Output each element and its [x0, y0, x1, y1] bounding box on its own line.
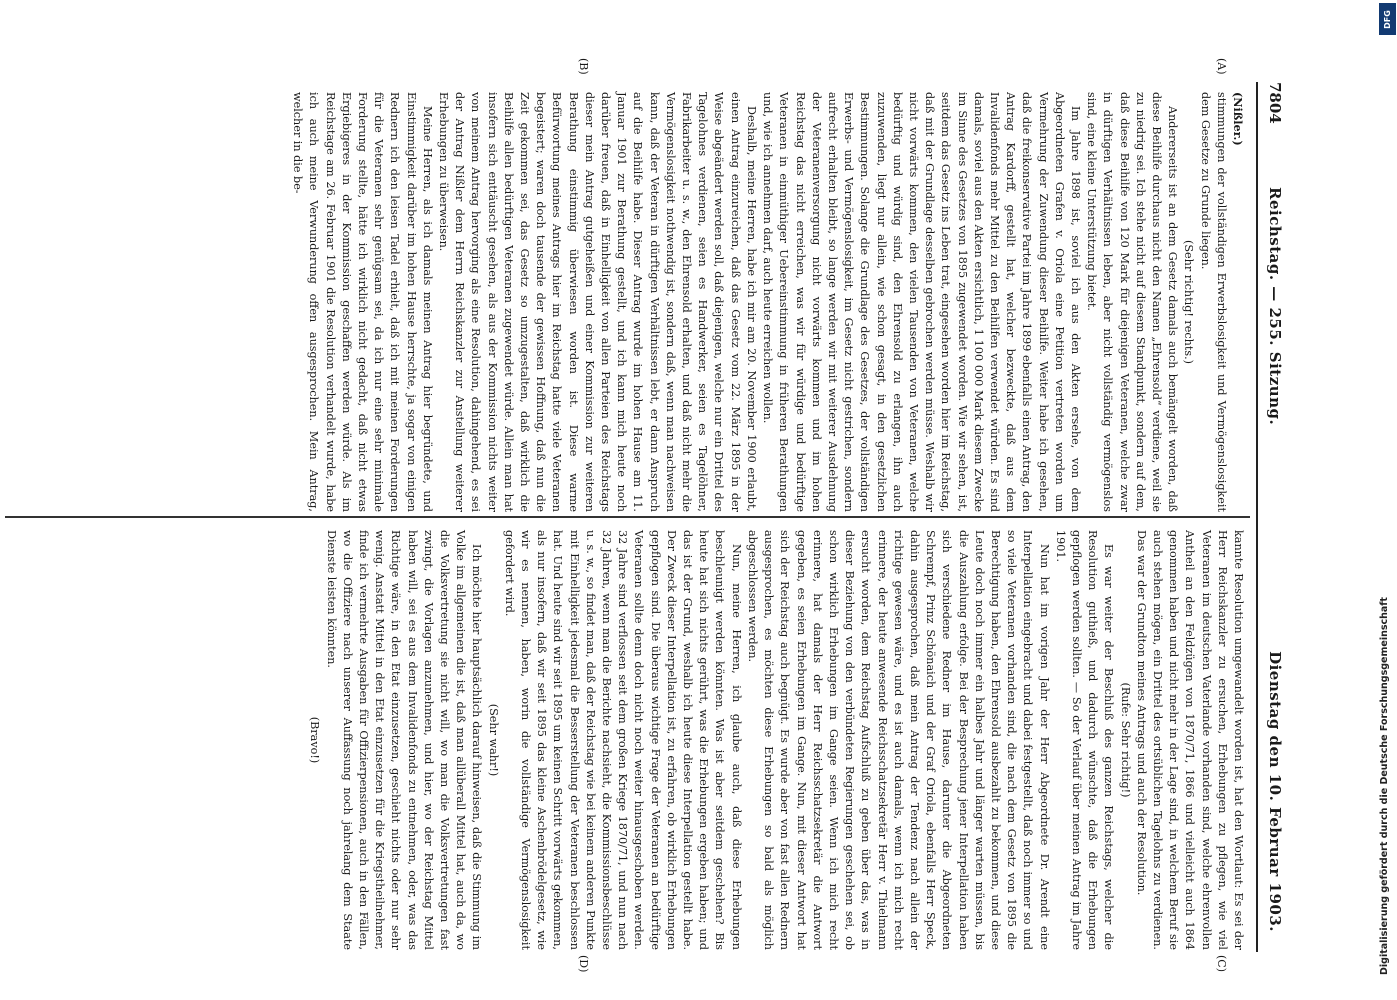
right-paragraph: kannte Resolution umgewandelt worden ist, hat den Wortlaut: Es sei der Herr Reichskanzler zu ersuchen, Erhebungen zu pflegen, wie viel Veteranen im deutschen Vaterlande vorhanden sind, welche ehrenvollen Antheil an den Feldzügen von 1870/71, 1866 und vielleicht auch 1864 genommen haben und nicht mehr in der Lage sind, in welchem Beruf sie auch stehen mögen, ein Drittel des ortsüblichen Tagelohns zu verdienen. Das war der Grundton meines Antrags und auch der Resolution. — [1134, 530, 1245, 950]
digitization-credit — [1377, 0, 1397, 1000]
left-paragraph: Meine Herren, als ich damals meinen Antrag hier begründete, und Einstimmigkeit darüber im hohen Hause herrschte, ja sogar von einigen Rednern ich den leisen Tadel erhielt, daß ich mit meinen Forderungen für die Veteranen sehr genügsam sei, da ich nur eine sehr minimale Forderung stellte, hätte ich wirklich nicht gedacht, daß nicht etwas Ergiebigeres in der Kommission geschaffen werden würde. Als im Reichstage am 26. Februar 1901 die Resolution verhandelt wurde, habe ich auch meine Verwunderung offen ausgesprochen. Mein Antrag, welcher in die be- — [291, 92, 434, 512]
left-paragraph: stimmungen der vollständigen Erwerbslosigkeit und Vermögenslosigkeit dem Gesetze zu Grunde liegen. — [1198, 92, 1228, 512]
page-number: 7804 — [1266, 82, 1284, 124]
header-left-title: Reichstag. — 255. Sitzung. — [1266, 187, 1284, 426]
right-paragraph: Nun hat im vorigen Jahr der Herr Abgeordnete Dr. Arendt eine Interpellation eingebracht und dabei festgestellt, daß noch immer so und so viele Veteranen vorhanden sind, die nach dem Gesetz von 1895 die Berechtigung haben, den Ehrensold ausbezahlt zu bekommen, und diese Leute doch noch immer ein halbes Jahr und länger warten müssen, bis die Auszahlung erfolge. Bei der Besprechung jener Interpellation haben sich verschiedene Redner im Hause, darunter die Abgeordneten Schrempf, Prinz Schönaich und der Graf Oriola, ebenfalls Herr Speck, dahin ausgesprochen, daß mein Antrag der Tendenz nach allein der richtige gewesen wäre, und es ist auch damals, wenn ich mich recht erinnere, der heute anwesende Reichsschatzsekretär Herr v. Thielmann ersucht worden, dem Reichstag Aufschluß zu geben über das, was in dieser Beziehung von den verbündeten Regierungen geschehen sei, ob schon wirklich Erhebungen im Gange seien. Wenn ich mich recht erinnere, hat damals der Herr Reichsschatzsekretär die Antwort gegeben, es seien Erhebungen im Gange. Nun, mit dieser Antwort hat sich der Reichstag auch begnügt. Es wurde aber von fast allen Rednern ausgesprochen, es möchten diese Erhebungen so bald als möglich abgeschlossen werden. — [745, 530, 1051, 950]
rotated-sheet — [5, 0, 1290, 1000]
left-column — [289, 92, 1246, 512]
margin-mark-c: (C) — [1215, 955, 1228, 972]
margin-mark-a: (A) — [1215, 58, 1228, 75]
dfg-logo-icon: DFG — [1379, 3, 1396, 35]
interjection: (Rufe: Sehr richtig!) — [1118, 682, 1132, 798]
speaker-label: (Nißler.) — [1231, 92, 1245, 146]
left-paragraph: Im Jahre 1898 ist, soviel ich aus den Akten ersehe, von dem Abgeordneten Grafen v. Oriola eine Petition vertreten worden um Vermehrung der Zuwendung dieser Beihilfe. Weiter habe ich gesehen, daß die freikonservative Partei im Jahre 1899 ebenfalls einen Antrag, den Antrag Kardorff, gestellt hat, welcher bezweckte, daß aus dem Invalidenfonds mehr Mittel zu den Beihilfen verwendet würden. Es sind damals, soviel aus den Akten ersichtlich, 1 100 000 Mark diesem Zwecke im Sinne des Gesetzes von 1895 zugewendet worden. Wie wir sehen, ist, seitdem das Gesetz ins Leben trat, eingesehen worden hier im Reichstag, daß mit der Grundlage desselben gebrochen werden müsse. Weshalb wir nicht vorwärts kommen, den vielen Tausenden von Veteranen, welche bedürftig und würdig sind, den Ehrensold zu erlangen, ihn auch zuzuwenden, liegt nur allein, wie schon gesagt, in den gesetzlichen Bestimmungen. Solange die Grundlage des Gesetzes, der vollständigen Erwerbs- und Vermögenslosigkeit, im Gesetz nicht gestrichen, sondern aufrecht erhalten bleibt, so lange werden wir mit weiterer Ausdehnung der Veteranenversorgung nicht vorwärts kommen und im hohen Reichstag das nicht erreichen, was wir für würdige und bedürftige Veteranen in einmüthiger Uebereinstimmung in früheren Berathungen und, wie ich annehmen darf, auch heute erreichen wollen. — [761, 92, 1082, 512]
header-date: Dienstag den 10. Februar 1903. — [1266, 651, 1284, 932]
right-column — [306, 530, 1246, 950]
credit-text: Digitalisierung gefördert durch die Deutsche Forschungsgemeinschaft — [1379, 597, 1390, 975]
left-paragraph: Deshalb, meine Herren, habe ich mir am 20. November 1900 erlaubt, einen Antrag einzureichen, daß das Gesetz vom 22. März 1895 in der Weise abgeändert werden soll, daß diejenigen, welche nur ein Drittel des Tagelohnes verdienen, seien es Handwerker, seien es Tagelöhner, Fabrikarbeiter u. s. w., den Ehrensold erhalten, und daß nicht mehr die Vermögenslosigkeit nothwendig ist, sondern daß, wenn man nachweisen kann, daß der Veteran in dürftigen Verhältnissen lebt, er dann Anspruch auf die Beihilfe habe. Dieser Antrag wurde im hohen Hause am 11. Januar 1901 zur Berathung gestellt, und ich kann mich heute noch darüber freuen, daß in Einhelligkeit von allen Parteien des Reichstags dieser mein Antrag gutgeheißen und einer Kommission zur weiteren Berathung einstimmig überwiesen worden ist. Diese warme Befürwortung meines Antrags hier im Reichstag hatte viele Veteranen begeistert; waren doch tausende der gewissen Hoffnung, daß nun die Zeit gekommen sei, das Gesetz so umzugestalten, daß wirklich die Beihilfe allen bedürftigen Veteranen zugewendet würde. Allein man hat insofern sich enttäuscht gesehen, als aus der Kommission nichts weiter von meinem Antrag hervorging als eine Resolution, dahingehend, es sei der Antrag Nißler dem Herrn Reichskanzler zur Anstellung weiterer Erhebungen zu überweisen. — [437, 92, 758, 512]
interjection: (Bravo!) — [308, 716, 322, 764]
interjection: (Sehr richtig! rechts.) — [1182, 239, 1196, 365]
interjection: (Sehr wahr!) — [486, 703, 500, 777]
page-header — [1256, 82, 1290, 952]
margin-mark-b: (B) — [577, 58, 590, 75]
right-paragraph: Ich möchte hier hauptsächlich darauf hinweisen, daß die Stimmung im Volke im allgemeinen die ist, daß man allüberall Mittel hat, auch da, wo die Volksvertretung sie nicht will, wo man die Volksvertretungen fast zwingt, die Vorlagen anzunehmen, und hier, wo der Reichstag Mittel haben will, sei es aus dem Invalidenfonds zu entnehmen, oder, was das Richtige wäre, in den Etat einzusetzen, geschieht nichts oder nur sehr wenig. Anstatt Mittel in den Etat einzusetzen für die Kriegstheilnehmer, finde ich vermehrte Ausgaben für Offizierpensionen, auch in den Fällen, wo die Offiziere nach unserer Auffassung noch jahrelang dem Staate Dienste leisten könnten. — [324, 530, 484, 950]
right-paragraph: Es war weiter der Beschluß des ganzen Reichstags, welcher die Resolution guthieß, und dadurch wünschte, daß die Erhebungen gepflogen werden sollten. — So der Verlauf über meinen Antrag im Jahre 1901. — [1053, 530, 1116, 950]
left-paragraph: Andererseits ist an dem Gesetz damals auch bemängelt worden, daß diese Beihilfe durchaus nicht den Namen „Ehrensold“ verdiene, weil sie zu niedrig sei. Ich stehe nicht auf diesem Standpunkt, sondern auf dem, daß diese Beihilfe von 120 Mark für diejenigen Veteranen, welche zwar in dürftigen Verhältnissen leben, aber nicht vollständig vermögenslos sind, eine kleine Unterstützung bietet. — [1085, 92, 1180, 512]
right-paragraph: Nun, meine Herren, ich glaube auch, daß diese Erhebungen beschleunigt werden könnten. Was ist aber seitdem geschehen? Bis heute hat sich nichts gerührt, was die Erhebungen ergeben haben; und das ist der Grund, weshalb ich heute diese Interpellation gestellt habe. Der Zweck dieser Interpellation ist, zu erfahren, ob wirklich Erhebungen gepflogen sind. Die überaus wichtige Frage der Veteranen an bedürftige Veteranen sollte denn doch nicht noch weiter hinausgeschoben werden. 32 Jahre sind verflossen seit dem großen Kriege 1870/71, und nun nach 32 Jahren, wenn man die Berichte nachsieht, die Kommissionsbeschlüsse u. s. w., so findet man, daß der Reichstag wie bei keinem anderen Punkte mit Einhelligkeit jedesmal die Besserstellung der Veteranen beschlossen hat. Und heute sind wir seit 1895 um keinen Schritt vorwärts gekommen, als nur insofern, daß wir seit 1895 das kleine Aschenbrödelgesetz, wie wir es nennen, haben, worin die vollständige Vermögenslosigkeit gefordert wird. — [502, 530, 743, 950]
margin-mark-d: (D) — [577, 955, 590, 973]
column-divider — [5, 516, 1250, 518]
